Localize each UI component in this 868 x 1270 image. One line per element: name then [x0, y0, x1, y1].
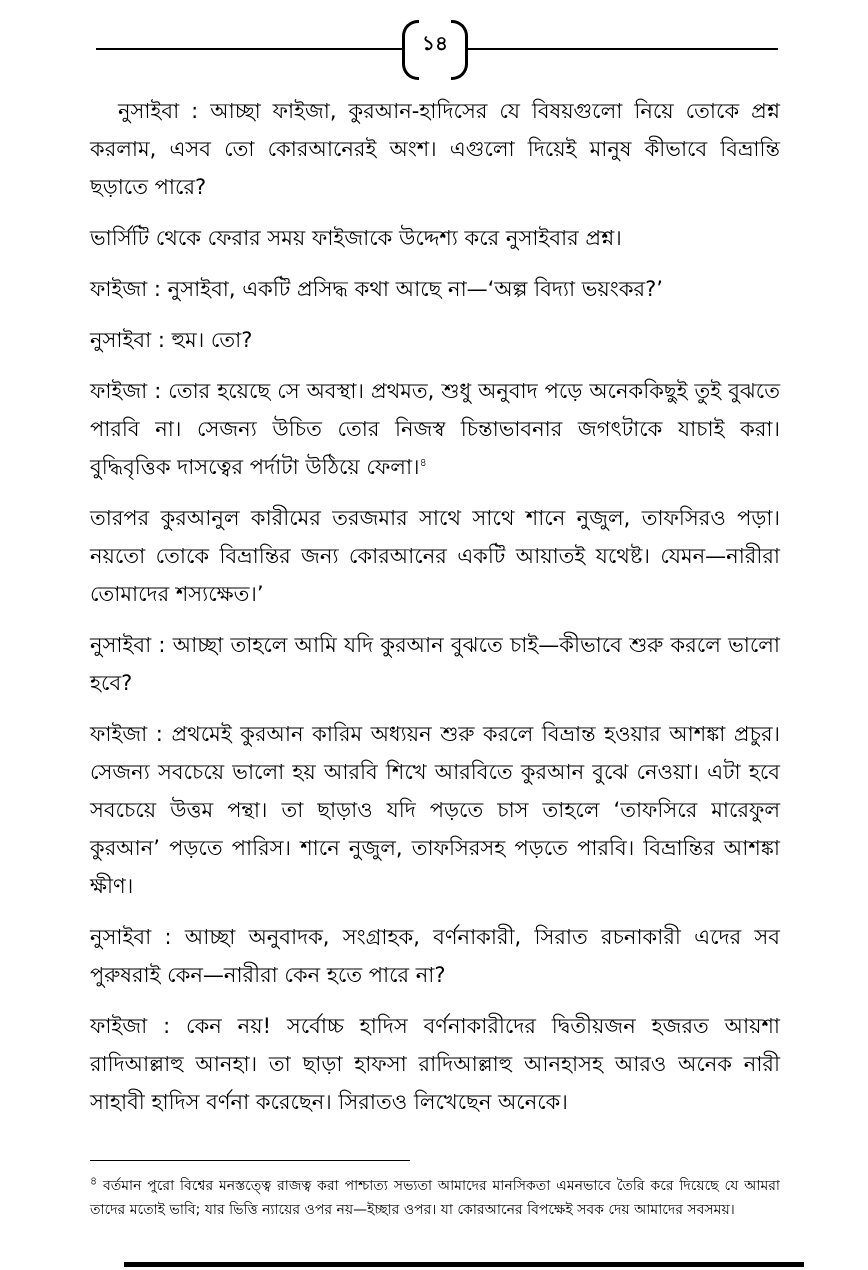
paragraph: নুসাইবা : আচ্ছা তাহলে আমি যদি কুরআন বুঝতে চাই—কীভাবে শুরু করলে ভালো হবে?	[90, 633, 780, 695]
paragraph: ফাইজা : প্রথমেই কুরআন কারিম অধ্যয়ন শুরু করলে বিভ্রান্ত হওয়ার আশঙ্কা প্রচুর। সেজন্য সবচেয়ে ভালো হয় আরবি শিখে আরবিতে কুরআন বুঝে নেওয়া। এটা হবে সবচেয়ে উত্তম পন্থা। তা ছাড়াও যদি পড়তে চাস তাহলে ‘তাফসিরে মারেফুল কুরআন’ পড়তে পারিস। শানে নুজুল, তাফসিরসহ পড়তে পারবি। বিভ্রান্তির আশঙ্কা ক্ষীণ।	[90, 722, 780, 898]
footnote-marker: ৪	[90, 1174, 98, 1188]
page-number: ১৪	[422, 30, 448, 55]
footnote-divider	[90, 1160, 410, 1161]
paragraph-text: ফাইজা : তোর হয়েছে সে অবস্থা। প্রথমত, শুধু অনুবাদ পড়ে অনেককিছুই তুই বুঝতে পারবি না। সেজন্য উচিত তোর নিজস্ব চিন্তাভাবনার জগৎটাকে যাচাই করা। বুদ্ধিবৃত্তিক দাসত্বের পর্দাটা উঠিয়ে ফেলা।	[90, 379, 780, 479]
paragraph: নুসাইবা : আচ্ছা ফাইজা, কুরআন-হাদিসের যে বিষয়গুলো নিয়ে তোকে প্রশ্ন করলাম, এসব তো কোরআনেরই অংশ। এগুলো দিয়েই মানুষ কীভাবে বিভ্রান্তি ছড়াতে পারে?	[90, 99, 780, 199]
paragraph: নুসাইবা : হুম। তো?	[90, 328, 253, 352]
header-rule-left	[96, 48, 402, 50]
bottom-rule	[124, 1262, 804, 1267]
page-number-frame	[402, 14, 468, 80]
paragraph: ফাইজা : নুসাইবা, একটি প্রসিদ্ধ কথা আছে না—‘অল্প বিদ্যা ভয়ংকর?’	[90, 277, 663, 301]
right-bracket-icon	[451, 20, 468, 80]
paragraph: ফাইজা : কেন নয়! সর্বোচ্চ হাদিস বর্ণনাকারীদের দ্বিতীয়জন হজরত আয়শা রাদিআল্লাহু আনহা। তা ছাড়া হাফসা রাদিআল্লাহু আনহাসহ আরও অনেক নারী সাহাবী হাদিস বর্ণনা করেছেন। সিরাতও লিখেছেন অনেকে।	[90, 1014, 780, 1114]
left-bracket-icon	[402, 20, 419, 80]
header-rule-right	[468, 48, 778, 50]
footnote	[90, 1174, 780, 1222]
paragraph: তারপর কুরআনুল কারীমের তরজমার সাথে সাথে শানে নুজুল, তাফসিরও পড়া। নয়তো তোকে বিভ্রান্তির জন্য কোরআনের একটি আয়াতই যথেষ্ট। যেমন—নারীরা তোমাদের শস্যক্ষেত।’	[90, 506, 780, 606]
footnote-reference: ৪	[419, 456, 427, 469]
page-body	[90, 92, 780, 1134]
paragraph-with-footnote	[90, 372, 780, 486]
footnote-text: বর্তমান পুরো বিশ্বের মনস্তত্ত্বে রাজত্ব করা পাশ্চাত্য সভ্যতা আমাদের মানসিকতা এমনভাবে তৈরি করে দিয়েছে যে আমরা তাদের মতোই ভাবি; যার ভিত্তি ন্যায়ের ওপর নয়—ইচ্ছার ওপর। যা কোরআনের বিপক্ষেই সবক দেয় আমাদের সবসময়।	[90, 1178, 780, 1218]
paragraph: নুসাইবা : আচ্ছা অনুবাদক, সংগ্রাহক, বর্ণনাকারী, সিরাত রচনাকারী এদের সব পুরুষরাই কেন—নারীরা কেন হতে পারে না?	[90, 925, 780, 987]
paragraph: ভার্সিটি থেকে ফেরার সময় ফাইজাকে উদ্দেশ্য করে নুসাইবার প্রশ্ন।	[90, 226, 622, 250]
